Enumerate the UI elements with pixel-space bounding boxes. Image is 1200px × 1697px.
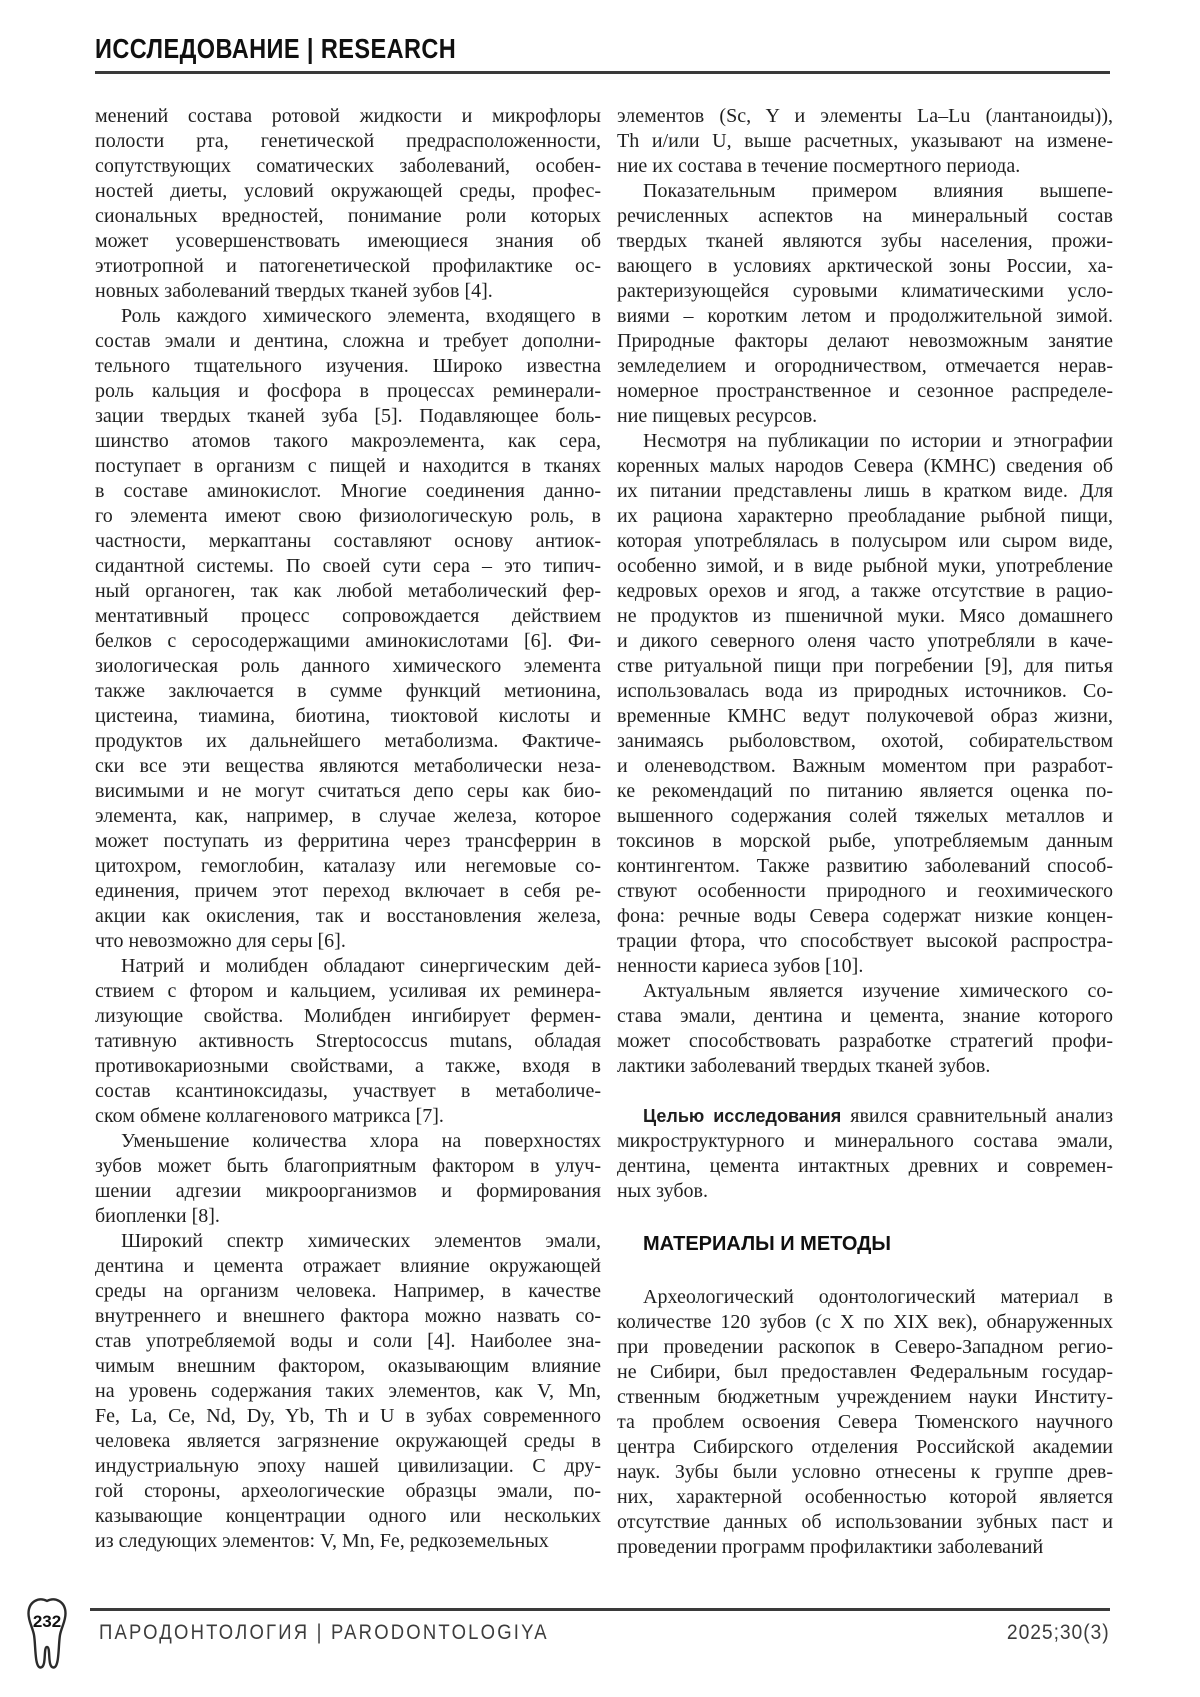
text-line: частности, меркаптаны составляют основу антиок- [95,530,601,552]
paragraph [95,304,601,954]
text-line: временные КМНС ведут полукочевой образ жизни, [617,705,1113,727]
text-line: может усовершенствовать имеющиеся знания об [95,230,601,252]
paragraph [95,1129,601,1229]
text-line: новных заболеваний твердых тканей зубов [4]. [95,280,493,302]
text-line: стве ритуальной пищи при погребении [9], для питья [617,655,1113,677]
text-line: не продуктов из пшеничной муки. Мясо домашнего [617,605,1113,627]
text-line: зации твердых тканей зуба [5]. Подавляющее боль- [95,405,601,427]
text-line: лизующие свойства. Молибден ингибирует фермен- [95,1005,601,1027]
page-number: 232 [32,1612,62,1631]
text-line: Целью исследования явился сравнительный анализ [643,1105,1113,1127]
text-line: особенно зимой, и в виде рыбной муки, употребление [617,555,1113,577]
text-line: внутреннего и внешнего фактора можно назвать со- [95,1305,601,1327]
text-line: ски все эти вещества являются метаболически неза- [95,755,601,777]
text-line: центра Сибирского отделения Российской академии [617,1436,1113,1458]
text-line: та проблем освоения Севера Тюменского научного [617,1411,1113,1433]
text-line: вышенного содержания солей тяжелых металлов и [617,805,1113,827]
text-line: став употребляемой воды и соли [4]. Наиболее зна- [95,1330,601,1352]
paragraph [617,1285,1113,1560]
text-line: сидантной системы. По своей сути сера – это типич- [95,555,601,577]
text-line: сиональных вредностей, понимание роли которых [95,205,601,227]
text-line: которая употреблялась в полусыром или сыром виде, [617,530,1113,552]
text-line: зубов может быть благоприятным фактором в улуч- [95,1155,601,1177]
text-line: контингентом. Также развитию заболеваний способ- [617,855,1113,877]
text-line: Актуальным является изучение химического со- [643,980,1113,1002]
article-body [95,104,1113,1560]
tooth-icon [24,1596,70,1672]
text-line: биопленки [8]. [95,1205,220,1227]
text-line: и оленеводством. Важным моментом при разработ- [617,755,1113,777]
text-line: гой стороны, археологические образцы эмали, по- [95,1480,601,1502]
text-line: ствуют особенности природного и геохимического [617,880,1113,902]
text-line: противокариозными свойствами, а также, входя в [95,1055,601,1077]
text-line: фона: речные воды Севера содержат низкие концен- [617,905,1113,927]
paragraph [617,979,1113,1079]
text-line: Th и/или U, выше расчетных, указывают на измене- [617,130,1113,152]
text-line: менений состава ротовой жидкости и микрофлоры [95,105,601,127]
paragraph-spacer [617,1257,1113,1285]
text-line: ностей диеты, условий окружающей среды, профес- [95,180,601,202]
text-line: элементов (Sc, Y и элементы La–Lu (лантаноиды)), [617,105,1113,127]
text-line: цистеина, тиамина, биотина, тиоктовой кислоты и [95,705,601,727]
text-line: из следующих элементов: V, Mn, Fe, редкоземельных [95,1530,549,1552]
text-line: использовалась вода из природных источников. Со- [617,680,1113,702]
text-line: Роль каждого химического элемента, входящего в [121,305,601,327]
paragraph-spacer [617,1204,1113,1232]
text-line: лактики заболеваний твердых тканей зубов. [617,1055,991,1077]
text-line: ненности кариеса зубов [10]. [617,955,864,977]
text-line: рактеризующейся суровыми климатическими усло- [617,280,1113,302]
text-line: тельного тщательного изучения. Широко известна [95,355,601,377]
text-line: ствием с фтором и кальцием, усиливая их реминера- [95,980,601,1002]
paragraph-bold-lead: Целью исследования [643,1106,842,1126]
text-line: Натрий и молибден обладают синергическим дей- [121,955,601,977]
text-line: коренных малых народов Севера (КМНС) сведения об [617,455,1113,477]
text-line: этиотропной и патогенетической профилактике ос- [95,255,601,277]
text-line: ние их состава в течение посмертного периода. [617,155,1021,177]
text-line: висимыми и не могут считаться депо серы как био- [95,780,601,802]
text-line: человека является загрязнение окружающей среды в [95,1430,601,1452]
text-line: индустриальную эпоху нашей цивилизации. С дру- [95,1455,601,1477]
footer-rule [90,1608,1110,1611]
text-line: среды на организм человека. Например, в качестве [95,1280,601,1302]
text-line: шинство атомов такого макроэлемента, как сера, [95,430,601,452]
text-line: Природные факторы делают невозможным занятие [617,330,1113,352]
paragraph-spacer [617,1079,1113,1104]
text-line: дентина и цемента отражает влияние окружающей [95,1255,601,1277]
text-line: также заключается в сумме функций метионина, [95,680,601,702]
header-rule [95,71,1110,74]
text-line: ный органоген, так как любой метаболический фер- [95,580,601,602]
text-line: отсутствие данных об использовании зубных паст и [617,1511,1113,1533]
paragraph [95,954,601,1129]
text-line: Археологический одонтологический материал в [643,1286,1113,1308]
text-line: го элемента имеют свою физиологическую роль, в [95,505,601,527]
text-line: количестве 120 зубов (с X по XIX век), обнаруженных [617,1311,1113,1333]
text-line: состав эмали и дентина, сложна и требует дополни- [95,330,601,352]
paragraph [617,429,1113,979]
footer-journal: ПАРОДОНТОЛОГИЯ | PARODONTOLOGIYA [99,1621,549,1644]
tooth-outline [24,1596,70,1672]
text-line: ментативный процесс сопровождается действием [95,605,601,627]
text-line: может способствовать разработке стратегий профи- [617,1030,1113,1052]
text-line: Показательным примером влияния вышепе- [643,180,1113,202]
text-line: что невозможно для серы [6]. [95,930,346,952]
text-line: казывающие концентрации одного или нескольких [95,1505,601,1527]
text-line: роль кальция и фосфора в процессах реминерали- [95,380,601,402]
text-line: кедровых орехов и ягод, а также отсутствие в рацио- [617,580,1113,602]
text-line: речисленных аспектов на минеральный состав [617,205,1113,227]
text-line: ственным бюджетным учреждением науки Институ- [617,1386,1113,1408]
footer-issue: 2025;30(3) [1007,1621,1110,1644]
text-line: ке рекомендаций по питанию является оценка по- [617,780,1113,802]
text-line: чимым внешним фактором, оказывающим влияние [95,1355,601,1377]
paragraph [617,104,1113,179]
text-line: Fe, La, Ce, Nd, Dy, Yb, Th и U в зубах современного [95,1405,601,1427]
text-line: элемента, как, например, в случае железа, которое [95,805,601,827]
text-line: трации фтора, что способствует высокой распростра- [617,930,1113,952]
text-line: на уровень содержания таких элементов, как V, Mn, [95,1380,601,1402]
text-line: ние пищевых ресурсов. [617,405,818,427]
text-line: продуктов их дальнейшего метаболизма. Фактиче- [95,730,601,752]
text-line: и дикого северного оленя часто употребляли в каче- [617,630,1113,652]
text-line: става эмали, дентина и цемента, знание которого [617,1005,1113,1027]
text-line: их питании представлены лишь в кратком виде. Для [617,480,1113,502]
text-line: твердых тканей являются зубы населения, прожи- [617,230,1113,252]
text-line: Уменьшение количества хлора на поверхностях [121,1130,601,1152]
text-line: проведении программ профилактики заболеваний [617,1536,1044,1558]
page-title: ИССЛЕДОВАНИЕ | RESEARCH [95,33,457,64]
text-line: вающего в условиях арктической зоны России, ха- [617,255,1113,277]
text-line: сопутствующих соматических заболеваний, особен- [95,155,601,177]
text-line: в составе аминокислот. Многие соединения данно- [95,480,601,502]
paragraph [95,104,601,304]
text-line: земледелием и огородничеством, отмечается нерав- [617,355,1113,377]
text-line: наук. Зубы были условно отнесены к группе древ- [617,1461,1113,1483]
column-left [95,104,601,1560]
text-line: дентина, цемента интактных древних и современ- [617,1155,1113,1177]
paragraph [617,1104,1113,1204]
text-line: токсинов в морской рыбе, употребляемым данным [617,830,1113,852]
text-line: номерное пространственное и сезонное распределе- [617,380,1113,402]
paragraph [617,179,1113,429]
section-heading: МАТЕРИАЛЫ И МЕТОДЫ [643,1233,892,1255]
text-line: поступает в организм с пищей и находится в тканях [95,455,601,477]
text-line: Несмотря на публикации по истории и этнографии [643,430,1113,452]
text-line: шении адгезии микроорганизмов и формирования [95,1180,601,1202]
text-line: ных зубов. [617,1180,708,1202]
text-line: не Сибири, был предоставлен Федеральным государ- [617,1361,1113,1383]
text-line: микроструктурного и минерального состава эмали, [617,1130,1113,1152]
text-line: Широкий спектр химических элементов эмали, [121,1230,601,1252]
text-line: состав ксантиноксидазы, участвует в метаболиче- [95,1080,601,1102]
text-line: цитохром, гемоглобин, каталазу или негемовые со- [95,855,601,877]
text-line: может поступать из ферритина через трансферрин в [95,830,601,852]
text-line: ском обмене коллагенового матрикса [7]. [95,1105,444,1127]
text-line: белков с серосодержащими аминокислотами [6]. Фи- [95,630,601,652]
text-line: занимаясь рыболовством, охотой, собирательством [617,730,1113,752]
column-right [617,104,1113,1560]
text-line: акции как окисления, так и восстановления железа, [95,905,601,927]
text-line: виями – коротким летом и продолжительной зимой. [617,305,1113,327]
text-line: них, характерной особенностью которой является [617,1486,1113,1508]
text-line: при проведении раскопок в Северо-Западном регио- [617,1336,1113,1358]
text-line: единения, причем этот переход включает в себя ре- [95,880,601,902]
text-line: зиологическая роль данного химического элемента [95,655,601,677]
paragraph [95,1229,601,1554]
text-line: полости рта, генетической предрасположенности, [95,130,601,152]
text-line: тативную активность Streptococcus mutans, обладая [95,1030,601,1052]
text-line: их рациона характерно преобладание рыбной пищи, [617,505,1113,527]
